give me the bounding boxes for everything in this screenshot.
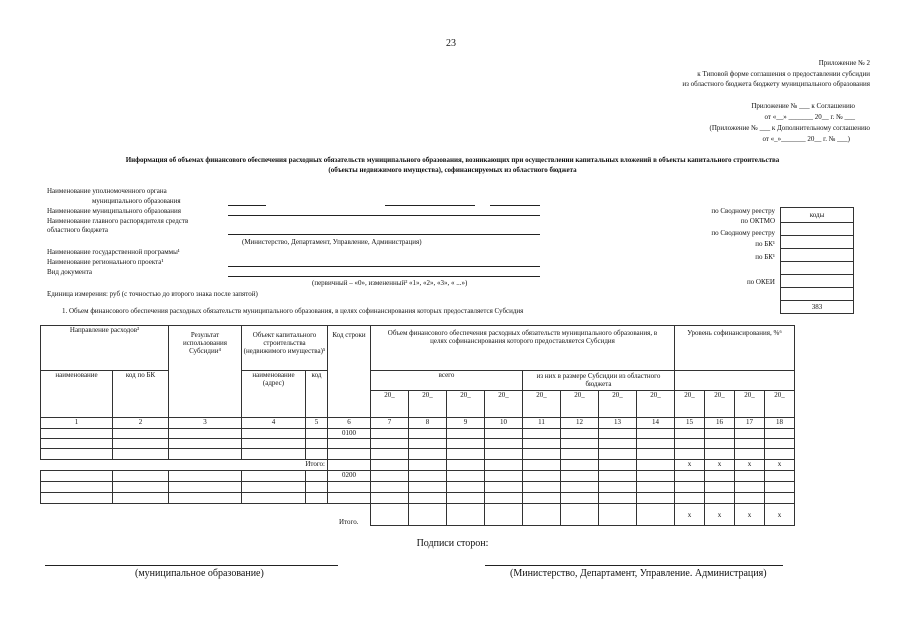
cell[interactable]: [675, 429, 705, 439]
col-num: 15: [675, 418, 705, 429]
itogo-row-1: [41, 460, 795, 471]
cell[interactable]: [705, 429, 735, 439]
cell[interactable]: [485, 504, 523, 526]
cell[interactable]: [447, 449, 485, 460]
code-cell[interactable]: [781, 236, 854, 249]
cell[interactable]: [113, 471, 169, 482]
cell[interactable]: [637, 460, 675, 471]
cell[interactable]: [409, 449, 447, 460]
x-mark: x: [675, 460, 705, 471]
field-doc-type: Вид документа: [47, 268, 93, 276]
year-cell: 20_: [735, 391, 765, 418]
cell[interactable]: [169, 471, 242, 482]
cell[interactable]: [242, 449, 306, 460]
field-municipality: Наименование муниципального образования: [47, 207, 181, 215]
cell[interactable]: [523, 482, 561, 493]
cell[interactable]: [447, 429, 485, 439]
cell[interactable]: [637, 439, 675, 449]
year-cell: 20_: [705, 391, 735, 418]
cell[interactable]: [523, 493, 561, 504]
x-mark: x: [705, 504, 735, 526]
header-result: Результат использования Субсидии⁴: [169, 326, 242, 418]
cell[interactable]: [561, 460, 599, 471]
cell[interactable]: [637, 504, 675, 526]
code-label-kbk: по БК¹: [755, 240, 775, 248]
financing-table: [40, 325, 795, 526]
cell[interactable]: [599, 493, 637, 504]
cell[interactable]: [735, 449, 765, 460]
cell[interactable]: [328, 439, 371, 449]
cell[interactable]: [169, 449, 242, 460]
col-num: 2: [113, 418, 169, 429]
cell[interactable]: [675, 493, 705, 504]
cell[interactable]: [242, 482, 306, 493]
cell[interactable]: [561, 439, 599, 449]
cell[interactable]: [561, 504, 599, 526]
cell[interactable]: [705, 482, 735, 493]
col-num: 14: [637, 418, 675, 429]
cell[interactable]: [447, 504, 485, 526]
appendix-number: Приложение № 2: [818, 59, 870, 67]
field-unit: Единица измерения: руб (с точностью до второго знака после запятой): [47, 290, 258, 298]
field-authorized-body-2: муниципального образования: [92, 197, 181, 205]
cell[interactable]: [242, 471, 306, 482]
table-row: [41, 482, 795, 493]
col-num: 3: [169, 418, 242, 429]
header-total: всего: [371, 371, 523, 391]
field-authorized-body: Наименование уполномоченного органа: [47, 187, 167, 195]
table-row: [41, 449, 795, 460]
cell[interactable]: [485, 471, 523, 482]
cell[interactable]: [371, 429, 409, 439]
cell[interactable]: [447, 493, 485, 504]
year-cell: 20_: [637, 391, 675, 418]
header-object: Объект капитального строительства (недвижимого имущества)⁵: [242, 326, 328, 371]
agreement-line1: Приложение № ___ к Соглашению: [751, 102, 855, 110]
table-row: [41, 493, 795, 504]
col-num: 11: [523, 418, 561, 429]
col-num: 17: [735, 418, 765, 429]
field-main-manager-hint: (Министерство, Департамент, Управление, Администрация): [242, 238, 422, 246]
cell[interactable]: [485, 449, 523, 460]
cell[interactable]: [409, 460, 447, 471]
cell[interactable]: [306, 449, 328, 460]
fill-line[interactable]: [385, 205, 475, 206]
cell[interactable]: [306, 439, 328, 449]
cell[interactable]: [765, 429, 795, 439]
agreement-line2: от «__» _______ 20__ г. № ___: [764, 113, 855, 121]
col-num: 12: [561, 418, 599, 429]
cell[interactable]: [735, 471, 765, 482]
cell[interactable]: [561, 482, 599, 493]
field-regional-project: Наименование регионального проекта¹: [47, 258, 164, 266]
cell[interactable]: [169, 439, 242, 449]
cell[interactable]: [523, 460, 561, 471]
fill-line[interactable]: [490, 205, 540, 206]
cell[interactable]: [306, 482, 328, 493]
field-main-manager: Наименование главного распорядителя средств: [47, 217, 189, 225]
cell[interactable]: [523, 504, 561, 526]
appendix-line2: из областного бюджета бюджету муниципального образования: [682, 80, 870, 88]
cell[interactable]: [447, 439, 485, 449]
cell[interactable]: [705, 439, 735, 449]
cell[interactable]: [735, 429, 765, 439]
section-1-title: 1. Объем финансового обеспечения расходных обязательств муниципального образования, в целях софинансирования которых предоставляется Субсидия: [62, 307, 524, 315]
cell[interactable]: [371, 504, 409, 526]
cell[interactable]: [328, 460, 371, 471]
code-label-oktmo: по ОКТМО: [740, 217, 775, 225]
cell[interactable]: [637, 471, 675, 482]
cell[interactable]: [371, 482, 409, 493]
cell[interactable]: [242, 493, 306, 504]
header-level: Уровень софинансирования, %⁶: [675, 326, 795, 371]
cell[interactable]: [675, 449, 705, 460]
x-mark: x: [735, 460, 765, 471]
cell[interactable]: [113, 482, 169, 493]
x-mark: x: [765, 504, 795, 526]
cell[interactable]: [447, 471, 485, 482]
header-subsidy: из них в размере Субсидии из областного бюджета: [523, 371, 675, 391]
year-cell: 20_: [371, 391, 409, 418]
cell[interactable]: [485, 482, 523, 493]
cell[interactable]: [485, 439, 523, 449]
cell[interactable]: [523, 439, 561, 449]
x-mark: x: [705, 460, 735, 471]
year-cell: 20_: [765, 391, 795, 418]
cell[interactable]: [41, 493, 113, 504]
cell[interactable]: [485, 460, 523, 471]
codes-table: [780, 207, 854, 314]
cell[interactable]: [242, 439, 306, 449]
fill-line[interactable]: [228, 266, 540, 267]
doc-title-line2: (объекты недвижимого имущества), софинансируемых из областного бюджета: [328, 166, 577, 174]
code-cell[interactable]: [781, 249, 854, 262]
code-cell[interactable]: [781, 275, 854, 288]
cell[interactable]: [765, 493, 795, 504]
cell[interactable]: [599, 429, 637, 439]
year-cell: 20_: [409, 391, 447, 418]
field-doc-type-hint: (первичный – «0», измененный² «1», «2», «3», « ...»): [312, 279, 468, 287]
cell[interactable]: [409, 439, 447, 449]
appendix-line1: к Типовой форме соглашения о предоставлении субсидии: [697, 70, 870, 78]
cell[interactable]: [41, 482, 113, 493]
cell[interactable]: [705, 471, 735, 482]
agreement-line4: от «_»_______ 20__ г. № ___): [762, 135, 850, 143]
itogo-label-2: Итого.: [339, 517, 359, 526]
cell[interactable]: [735, 439, 765, 449]
cell[interactable]: [675, 482, 705, 493]
cell[interactable]: [371, 439, 409, 449]
cell[interactable]: [705, 449, 735, 460]
year-cell: 20_: [675, 391, 705, 418]
cell[interactable]: [409, 429, 447, 439]
codes-header: коды: [781, 208, 854, 223]
field-state-program: Наименование государственной программы¹: [47, 248, 180, 256]
cell[interactable]: [675, 471, 705, 482]
col-num: 16: [705, 418, 735, 429]
x-mark: x: [735, 504, 765, 526]
code-cell[interactable]: [781, 262, 854, 275]
cell[interactable]: [561, 493, 599, 504]
header-direction: Направление расходов³: [41, 326, 169, 371]
fill-line[interactable]: [228, 205, 266, 206]
itogo-row-2: [41, 504, 795, 526]
table-row: [41, 471, 795, 482]
cell[interactable]: [306, 493, 328, 504]
cell[interactable]: [765, 439, 795, 449]
col-num: 5: [306, 418, 328, 429]
header-volume: Объем финансового обеспечения расходных обязательств муниципального образования, в целях софинансирования которого предоставляется Субсидия: [371, 326, 675, 371]
cell[interactable]: [765, 449, 795, 460]
code-cell[interactable]: [781, 288, 854, 301]
cell[interactable]: [169, 482, 242, 493]
cell[interactable]: [41, 429, 113, 439]
cell[interactable]: [765, 471, 795, 482]
col-num: 4: [242, 418, 306, 429]
year-cell: 20_: [561, 391, 599, 418]
signature-line-left[interactable]: [45, 565, 338, 566]
signature-line-right[interactable]: [485, 565, 783, 566]
cell[interactable]: [735, 482, 765, 493]
cell[interactable]: [306, 429, 328, 439]
signature-right-label: (Министерство, Департамент, Управление. Администрация): [510, 568, 767, 579]
col-num: 18: [765, 418, 795, 429]
cell[interactable]: [409, 493, 447, 504]
x-mark: x: [765, 460, 795, 471]
x-mark: x: [675, 504, 705, 526]
cell[interactable]: [447, 460, 485, 471]
cell[interactable]: [599, 439, 637, 449]
cell[interactable]: [447, 482, 485, 493]
col-num: 10: [485, 418, 523, 429]
cell[interactable]: [523, 449, 561, 460]
cell[interactable]: [485, 493, 523, 504]
col-num: 6: [328, 418, 371, 429]
field-main-manager-2: областного бюджета: [47, 226, 108, 234]
cell[interactable]: [242, 429, 306, 439]
table-row: [41, 439, 795, 449]
cell[interactable]: [41, 449, 113, 460]
cell[interactable]: [523, 429, 561, 439]
cell[interactable]: [306, 471, 328, 482]
cell[interactable]: [561, 449, 599, 460]
cell[interactable]: [409, 482, 447, 493]
cell[interactable]: [169, 429, 242, 439]
cell[interactable]: [113, 439, 169, 449]
header-level-years: [675, 371, 795, 391]
cell[interactable]: [41, 439, 113, 449]
cell[interactable]: [371, 460, 409, 471]
cell[interactable]: [675, 439, 705, 449]
cell[interactable]: [409, 471, 447, 482]
page-number: 23: [446, 38, 456, 49]
cell[interactable]: [637, 482, 675, 493]
code-label-registry-2: по Сводному реестру: [711, 229, 775, 237]
cell[interactable]: [113, 429, 169, 439]
col-num: 7: [371, 418, 409, 429]
doc-title-line1: Информация об объемах финансового обеспечения расходных обязательств муниципального образования, возникающих при осуществлении капитальных вложений в объекты капитального строительства: [125, 156, 780, 164]
cell[interactable]: [169, 493, 242, 504]
code-label-registry: по Сводному реестру: [711, 207, 775, 215]
fill-line[interactable]: [228, 276, 540, 277]
code-okei-value: 383: [781, 301, 854, 314]
cell[interactable]: [328, 493, 371, 504]
code-cell[interactable]: [781, 223, 854, 236]
col-num: 8: [409, 418, 447, 429]
itogo-label-1: Итого:: [41, 460, 328, 471]
year-cell: 20_: [447, 391, 485, 418]
column-numbers-row: [41, 418, 795, 429]
cell[interactable]: [599, 460, 637, 471]
signature-left-label: (муниципальное образование): [135, 568, 264, 579]
header-obj-code: код: [306, 371, 328, 418]
col-num: 9: [447, 418, 485, 429]
cell[interactable]: [637, 429, 675, 439]
header-kbk: код по БК: [113, 371, 169, 418]
fill-line[interactable]: [228, 215, 540, 216]
cell[interactable]: [328, 449, 371, 460]
cell[interactable]: [599, 471, 637, 482]
cell[interactable]: [599, 504, 637, 526]
cell[interactable]: [113, 449, 169, 460]
cell[interactable]: [599, 482, 637, 493]
table-row: [41, 429, 795, 439]
cell[interactable]: [637, 449, 675, 460]
cell[interactable]: [765, 482, 795, 493]
cell[interactable]: [561, 471, 599, 482]
code-label-okei: по ОКЕИ: [746, 278, 775, 286]
row-code-0200: 0200: [328, 471, 371, 482]
col-num: 13: [599, 418, 637, 429]
year-cell: 20_: [485, 391, 523, 418]
fill-line[interactable]: [228, 234, 540, 235]
cell[interactable]: [523, 471, 561, 482]
cell[interactable]: [735, 493, 765, 504]
cell[interactable]: [599, 449, 637, 460]
cell[interactable]: [371, 493, 409, 504]
cell[interactable]: [485, 429, 523, 439]
cell[interactable]: [409, 504, 447, 526]
cell[interactable]: [41, 471, 113, 482]
cell[interactable]: [328, 482, 371, 493]
cell[interactable]: [561, 429, 599, 439]
cell[interactable]: [705, 493, 735, 504]
year-cell: 20_: [599, 391, 637, 418]
header-row-code: Код строки: [328, 326, 371, 418]
cell[interactable]: [371, 471, 409, 482]
itogo-blank: [41, 504, 328, 526]
cell[interactable]: [637, 493, 675, 504]
header-obj-name: наименование (адрес): [242, 371, 306, 418]
agreement-line3: (Приложение № ___ к Дополнительному соглашению: [709, 124, 870, 132]
code-label-kbk-2: по БК¹: [755, 253, 775, 261]
cell[interactable]: [113, 493, 169, 504]
header-name: наименование: [41, 371, 113, 418]
row-code-0100: 0100: [328, 429, 371, 439]
year-cell: 20_: [523, 391, 561, 418]
signatures-title: Подписи сторон:: [416, 538, 489, 549]
cell[interactable]: [371, 449, 409, 460]
col-num: 1: [41, 418, 113, 429]
